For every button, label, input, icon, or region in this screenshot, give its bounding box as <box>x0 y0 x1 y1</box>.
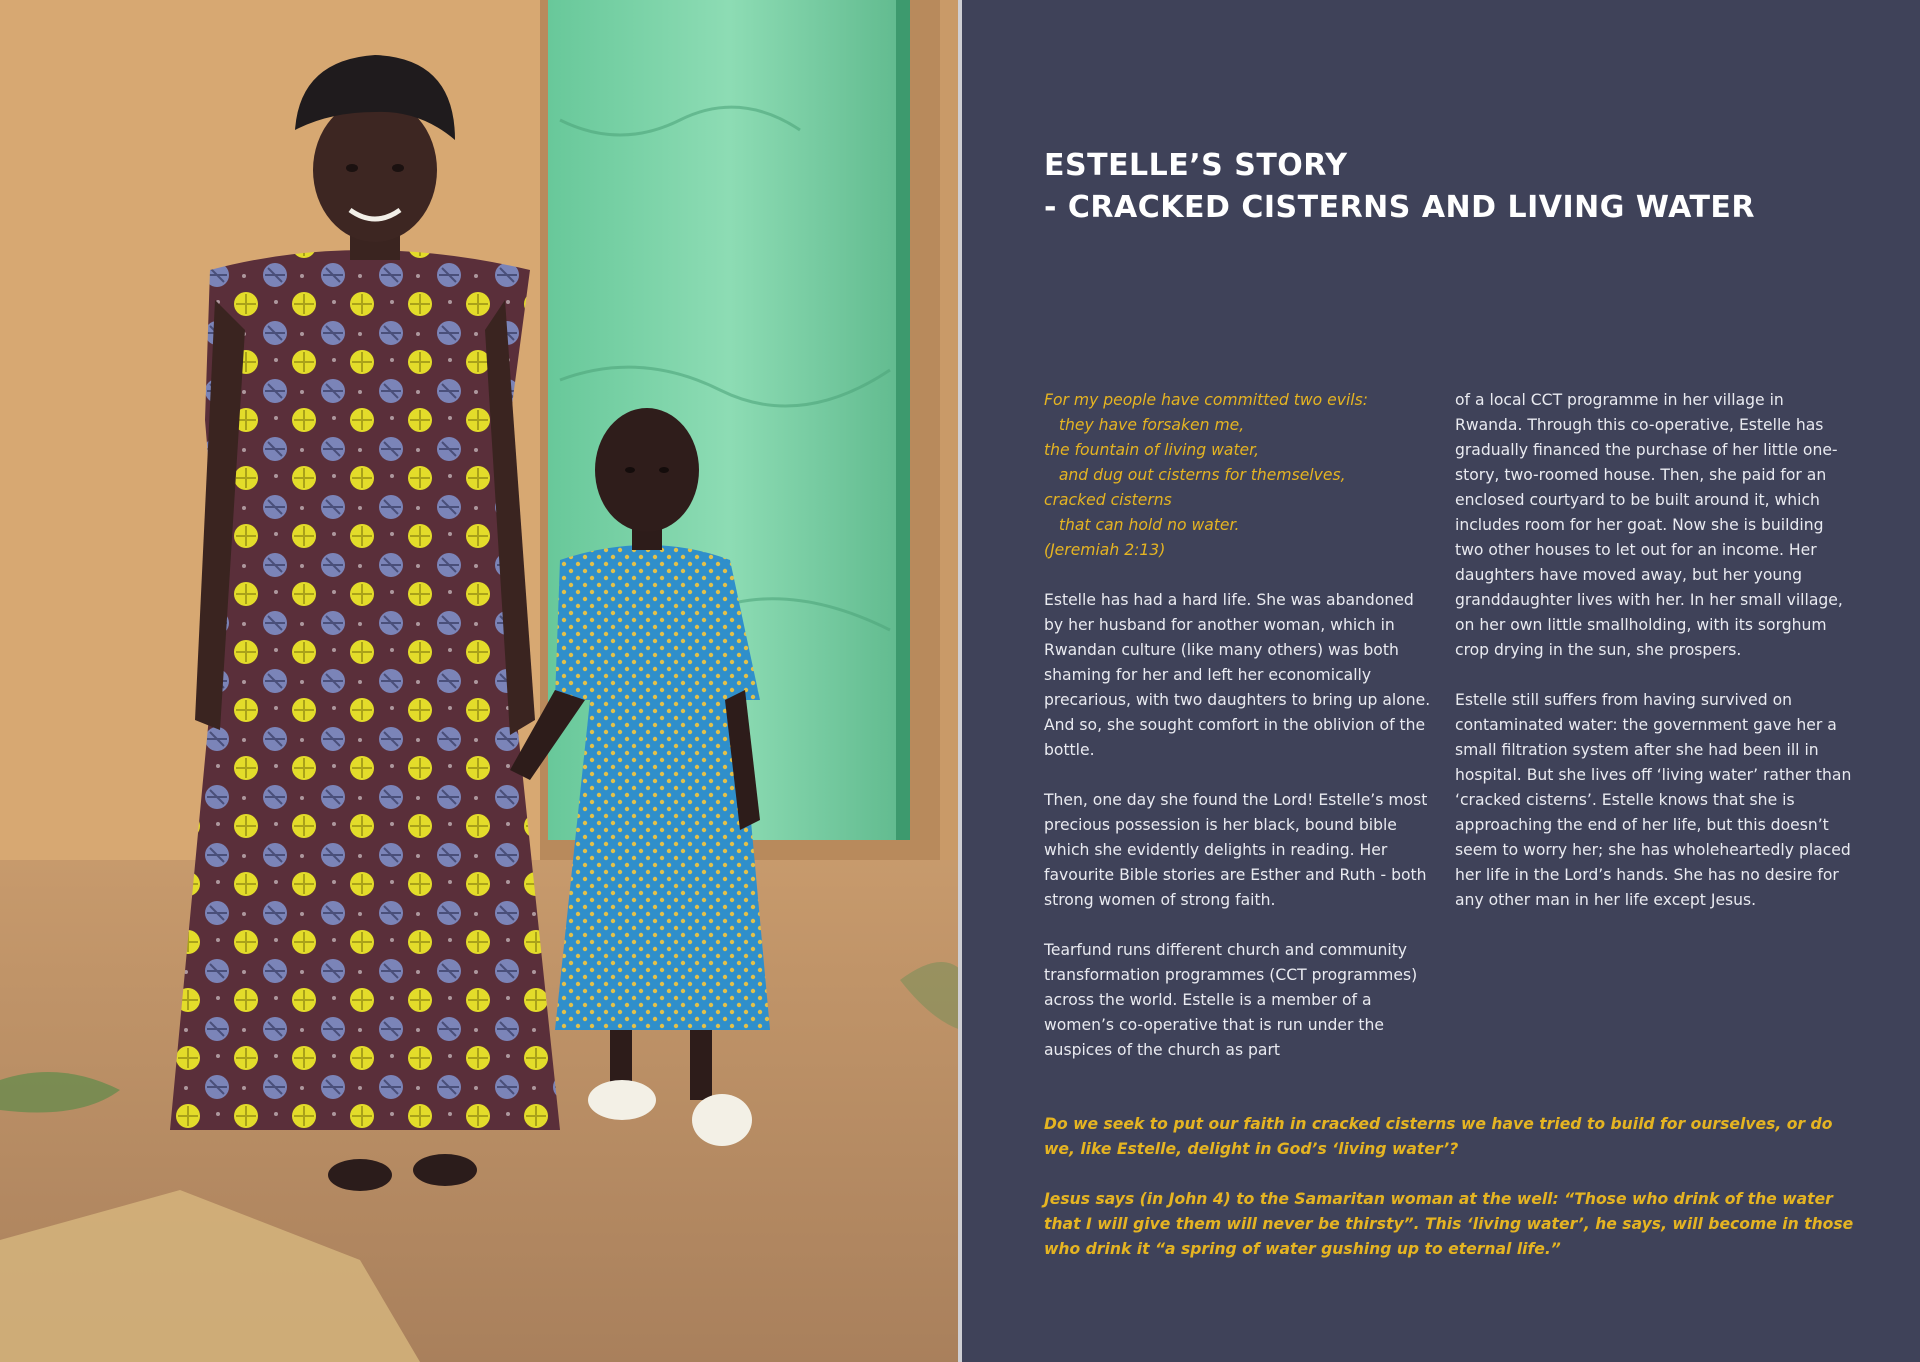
scripture-line: the fountain of living water, <box>1044 441 1260 459</box>
title-line-1: ESTELLE’S STORY <box>1044 148 1348 183</box>
reflection-quote: Jesus says (in John 4) to the Samaritan woman at the well: “Those who drink of the water that I will give them will never be thirsty”. This ‘living water’, he says, will become in those who drink it “a spring of water gushing up to eternal life.” <box>1044 1190 1854 1258</box>
scripture-line: and dug out cisterns for themselves, <box>1044 466 1346 484</box>
scripture-quote <box>1044 388 1434 563</box>
text-column-right <box>1455 388 1855 938</box>
scripture-line: cracked cisterns <box>1044 491 1172 509</box>
body-paragraph: Estelle still suffers from having survived on contaminated water: the government gave her a small filtration system after she had been ill in hospital. But she lives off ‘living water’ rather than ‘cracked cisterns’. Estelle knows that she is approaching the end of her life, but this doesn’t seem to worry her; she has wholeheartedly placed her life in the Lord’s hands. She has no desire for any other man in her life except Jesus. <box>1455 691 1852 909</box>
article-title <box>1044 145 1844 229</box>
title-line-2: - CRACKED CISTERNS AND LIVING WATER <box>1044 190 1756 225</box>
scripture-line: For my people have committed two evils: <box>1044 391 1369 409</box>
text-panel <box>962 0 1920 1362</box>
text-column-left <box>1044 388 1434 1088</box>
scripture-line: that can hold no water. <box>1044 516 1240 534</box>
scripture-line: they have forsaken me, <box>1044 416 1245 434</box>
body-paragraph: Then, one day she found the Lord! Estelle’s most precious possession is her black, bound bible which she evidently delights in reading. Her favourite Bible stories are Esther and Ruth - both strong women of strong faith. <box>1044 791 1428 909</box>
scripture-reference: (Jeremiah 2:13) <box>1044 541 1166 559</box>
body-paragraph: of a local CCT programme in her village in Rwanda. Through this co-operative, Estelle has gradually financed the purchase of her little one-story, two-roomed house. Then, she paid for an enclosed courtyard to be built around it, which includes room for her goat. Now she is building two other houses to let out for an income. Her daughters have moved away, but her young granddaughter lives with her. In her small village, on her own little smallholding, with its sorghum crop drying in the sun, she prospers. <box>1455 391 1843 659</box>
reflection-question: Do we seek to put our faith in cracked cisterns we have tried to build for ourselves, or do we, like Estelle, delight in God’s ‘living water’? <box>1044 1115 1833 1158</box>
body-paragraph: Tearfund runs different church and community transformation programmes (CCT programmes) across the world. Estelle is a member of a women’s co-operative that is run under the auspices of the church as part <box>1044 941 1418 1059</box>
body-paragraph: Estelle has had a hard life. She was abandoned by her husband for another woman, which in Rwandan culture (like many others) was both shaming for her and left her economically precarious, with two daughters to bring up alone. And so, she sought comfort in the oblivion of the bottle. <box>1044 591 1431 759</box>
reflection-callout <box>1044 1112 1854 1287</box>
